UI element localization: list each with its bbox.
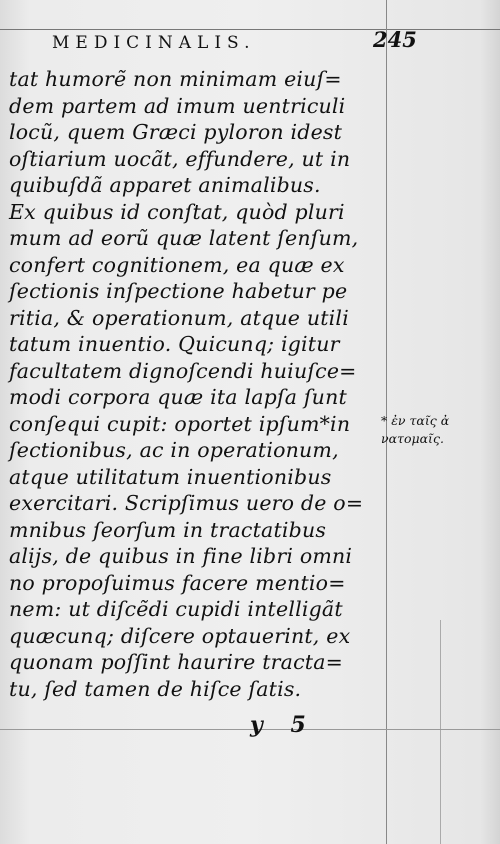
text-line: no propoſuimus facere mentio= [9,570,346,595]
text-line: mnibus ſeorſum in tractatibus [9,517,327,542]
text-line: mum ad eorũ quæ latent ſenſum, [9,226,359,250]
header-rule [0,29,500,30]
margin-note-line: νατομαῖς. [381,431,444,446]
text-line: quæcunq; diſcere optauerint, ex [9,623,351,648]
text-line: tatum inuentio. Quicunq; igitur [9,332,340,356]
text-line: nem: ut diſcẽdi cupidi intelligãt [9,597,343,621]
body-text [9,66,381,702]
text-line: facultatem dignoſcendi huiuſce= [9,358,357,383]
text-line: confert cognitionem, ea quæ ex [9,252,345,277]
text-line: ſectionis inſpectione habetur pe [9,279,348,303]
text-line: exercitari. Scripſimus uero de o= [9,491,364,515]
signature-mark: y 5 [250,712,316,738]
text-line: Ex quibus id conſtat, quòd pluri [9,199,345,224]
text-line: oſtiarium uocãt, effundere, ut in [9,146,351,171]
text-line: quibuſdã apparet animalibus. [9,173,321,197]
text-line: conſequi cupit: oportet ipſum*in [9,411,351,436]
text-line: tat humorẽ non minimam eiuſ= [9,67,342,91]
text-line: ſectionibus, ac in operationum, [9,438,339,462]
text-line: modi corpora quæ ita lapſa ſunt [9,385,347,409]
text-line: tu, ſed tamen de hiſce ſatis. [9,676,302,701]
page-edge-rule [440,620,441,844]
text-line: locũ, quem Græci pyloron idest [9,120,343,144]
margin-note [381,412,491,448]
text-line: ritia, & operationum, atque utili [9,305,349,330]
margin-note-line: * ἐν ταῖς ἀ [381,413,450,428]
page-number: 245 [373,27,417,52]
text-line: dem partem ad imum uentriculi [9,93,346,118]
text-line: alijs, de quibus in fine libri omni [9,544,353,568]
text-line: atque utilitatum inuentionibus [9,464,332,489]
running-head: MEDICINALIS. [52,33,256,53]
text-line: quonam poſſint haurire tracta= [9,650,344,674]
